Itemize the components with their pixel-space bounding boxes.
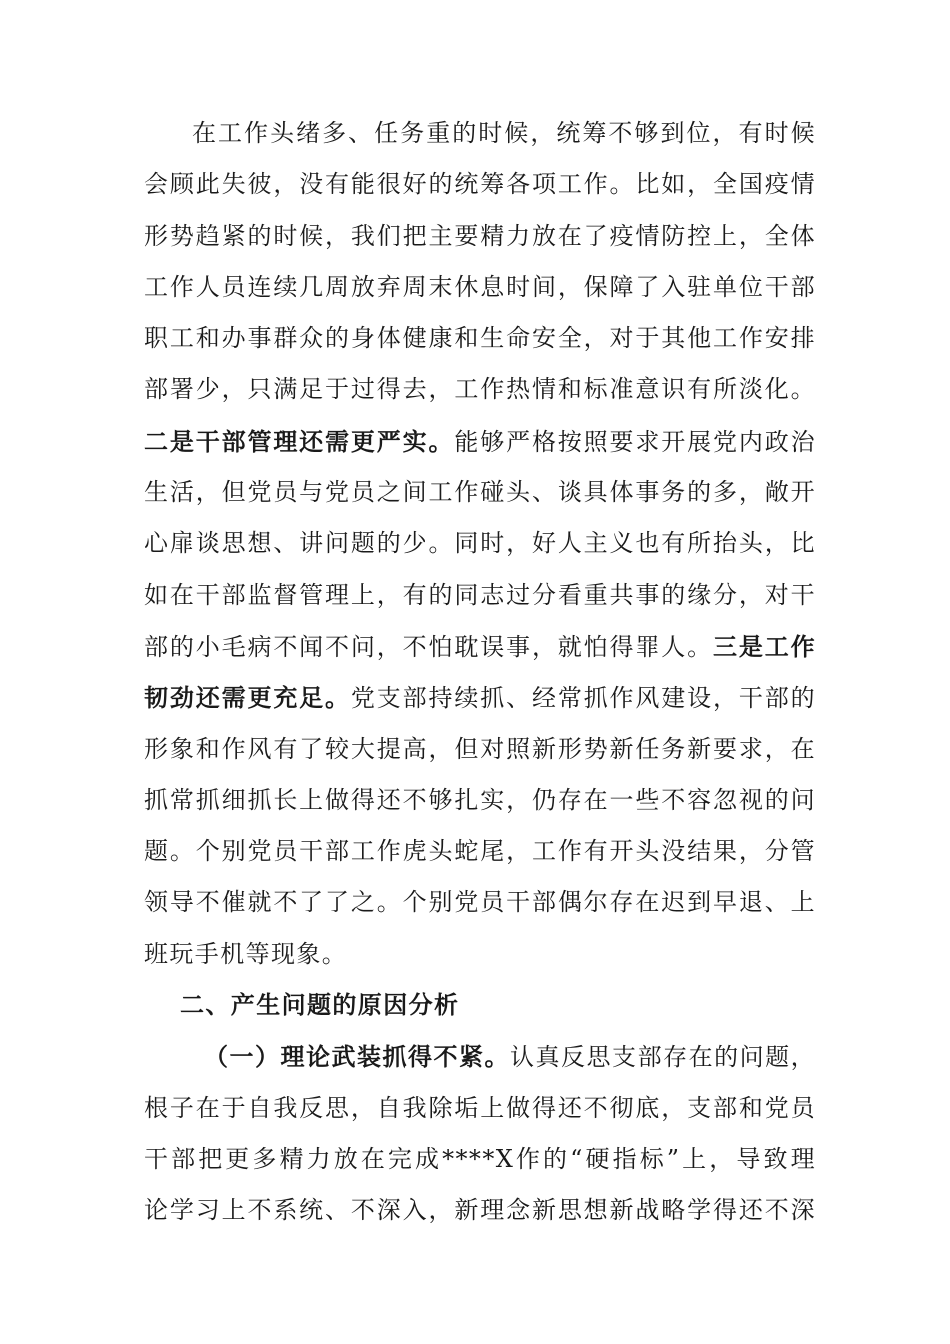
document-body — [144, 108, 816, 1237]
text-run: 如在干部监督管理上，有的同志过分看重共事的缘分，对干 — [144, 580, 816, 609]
section-heading-text: 二、产生问题的原因分析 — [180, 991, 460, 1020]
text-run: 能够严格按照要求开展党内政治 — [454, 427, 816, 456]
text-line — [144, 877, 816, 928]
section-heading — [144, 980, 816, 1031]
text-run: 部署少，只满足于过得去，工作热情和标准意识有所淡化。 — [144, 375, 816, 404]
bold-lead-in: 二是干部管理还需更严实。 — [144, 426, 455, 456]
text-run: 职工和办事群众的身体健康和生命安全，对于其他工作安排 — [144, 324, 816, 353]
text-run: 部的小毛病不闻不问，不怕耽误事，就怕得罪人。 — [144, 632, 713, 661]
text-run: 认真反思支部存在的问题， — [510, 1043, 816, 1072]
text-run: 工作人员连续几周放弃周末休息时间，保障了入驻单位干部 — [144, 272, 816, 301]
text-run: 班玩手机等现象。 — [144, 939, 348, 968]
text-line — [144, 826, 816, 877]
text-run: 生活，但党员与党员之间工作碰头、谈具体事务的多，敞开 — [144, 478, 816, 507]
text-line — [144, 1134, 816, 1185]
text-line — [144, 1083, 816, 1134]
bold-lead-in: 三是工作 — [713, 631, 816, 661]
text-line — [144, 108, 816, 159]
text-run: 在工作头绪多、任务重的时候，统筹不够到位，有时候 — [192, 119, 816, 147]
text-line — [144, 929, 816, 980]
text-line — [144, 518, 816, 569]
text-run: 形象和作风有了较大提高，但对照新形势新任务新要求，在 — [144, 734, 816, 763]
text-line — [144, 1185, 816, 1236]
text-run: 论学习上不系统、不深入，新理念新思想新战略学得还不深 — [144, 1196, 816, 1225]
text-line — [144, 570, 816, 621]
bold-lead-in: 韧劲还需更充足。 — [144, 683, 351, 713]
text-run: 形势趋紧的时候，我们把主要精力放在了疫情防控上，全体 — [144, 221, 816, 250]
text-run: 领导不催就不了了之。个别党员干部偶尔存在迟到早退、上 — [144, 888, 816, 917]
text-run: 心扉谈思想、讲问题的少。同时，好人主义也有所抬头，比 — [144, 529, 816, 558]
text-line — [144, 262, 816, 313]
text-line — [144, 211, 816, 262]
text-line — [144, 672, 816, 723]
text-run: 抓常抓细抓长上做得还不够扎实，仍存在一些不容忽视的问 — [144, 785, 816, 814]
text-line — [144, 621, 816, 672]
text-run: 会顾此失彼，没有能很好的统筹各项工作。比如，全国疫情 — [144, 170, 816, 199]
text-run: 党支部持续抓、经常抓作风建设，干部的 — [350, 684, 817, 713]
text-line — [144, 1031, 816, 1082]
bold-lead-in: （一）理论武装抓得不紧。 — [204, 1042, 511, 1072]
text-line — [144, 364, 816, 415]
text-run: 题。个别党员干部工作虎头蛇尾，工作有开头没结果，分管 — [144, 837, 816, 866]
text-line — [144, 416, 816, 467]
text-run: 干部把更多精力放在完成****X作的“硬指标”上，导致理 — [144, 1144, 816, 1173]
text-line — [144, 467, 816, 518]
text-line — [144, 724, 816, 775]
text-line — [144, 159, 816, 210]
text-line — [144, 313, 816, 364]
text-run: 根子在于自我反思，自我除垢上做得还不彻底，支部和党员 — [144, 1093, 816, 1122]
text-line — [144, 775, 816, 826]
